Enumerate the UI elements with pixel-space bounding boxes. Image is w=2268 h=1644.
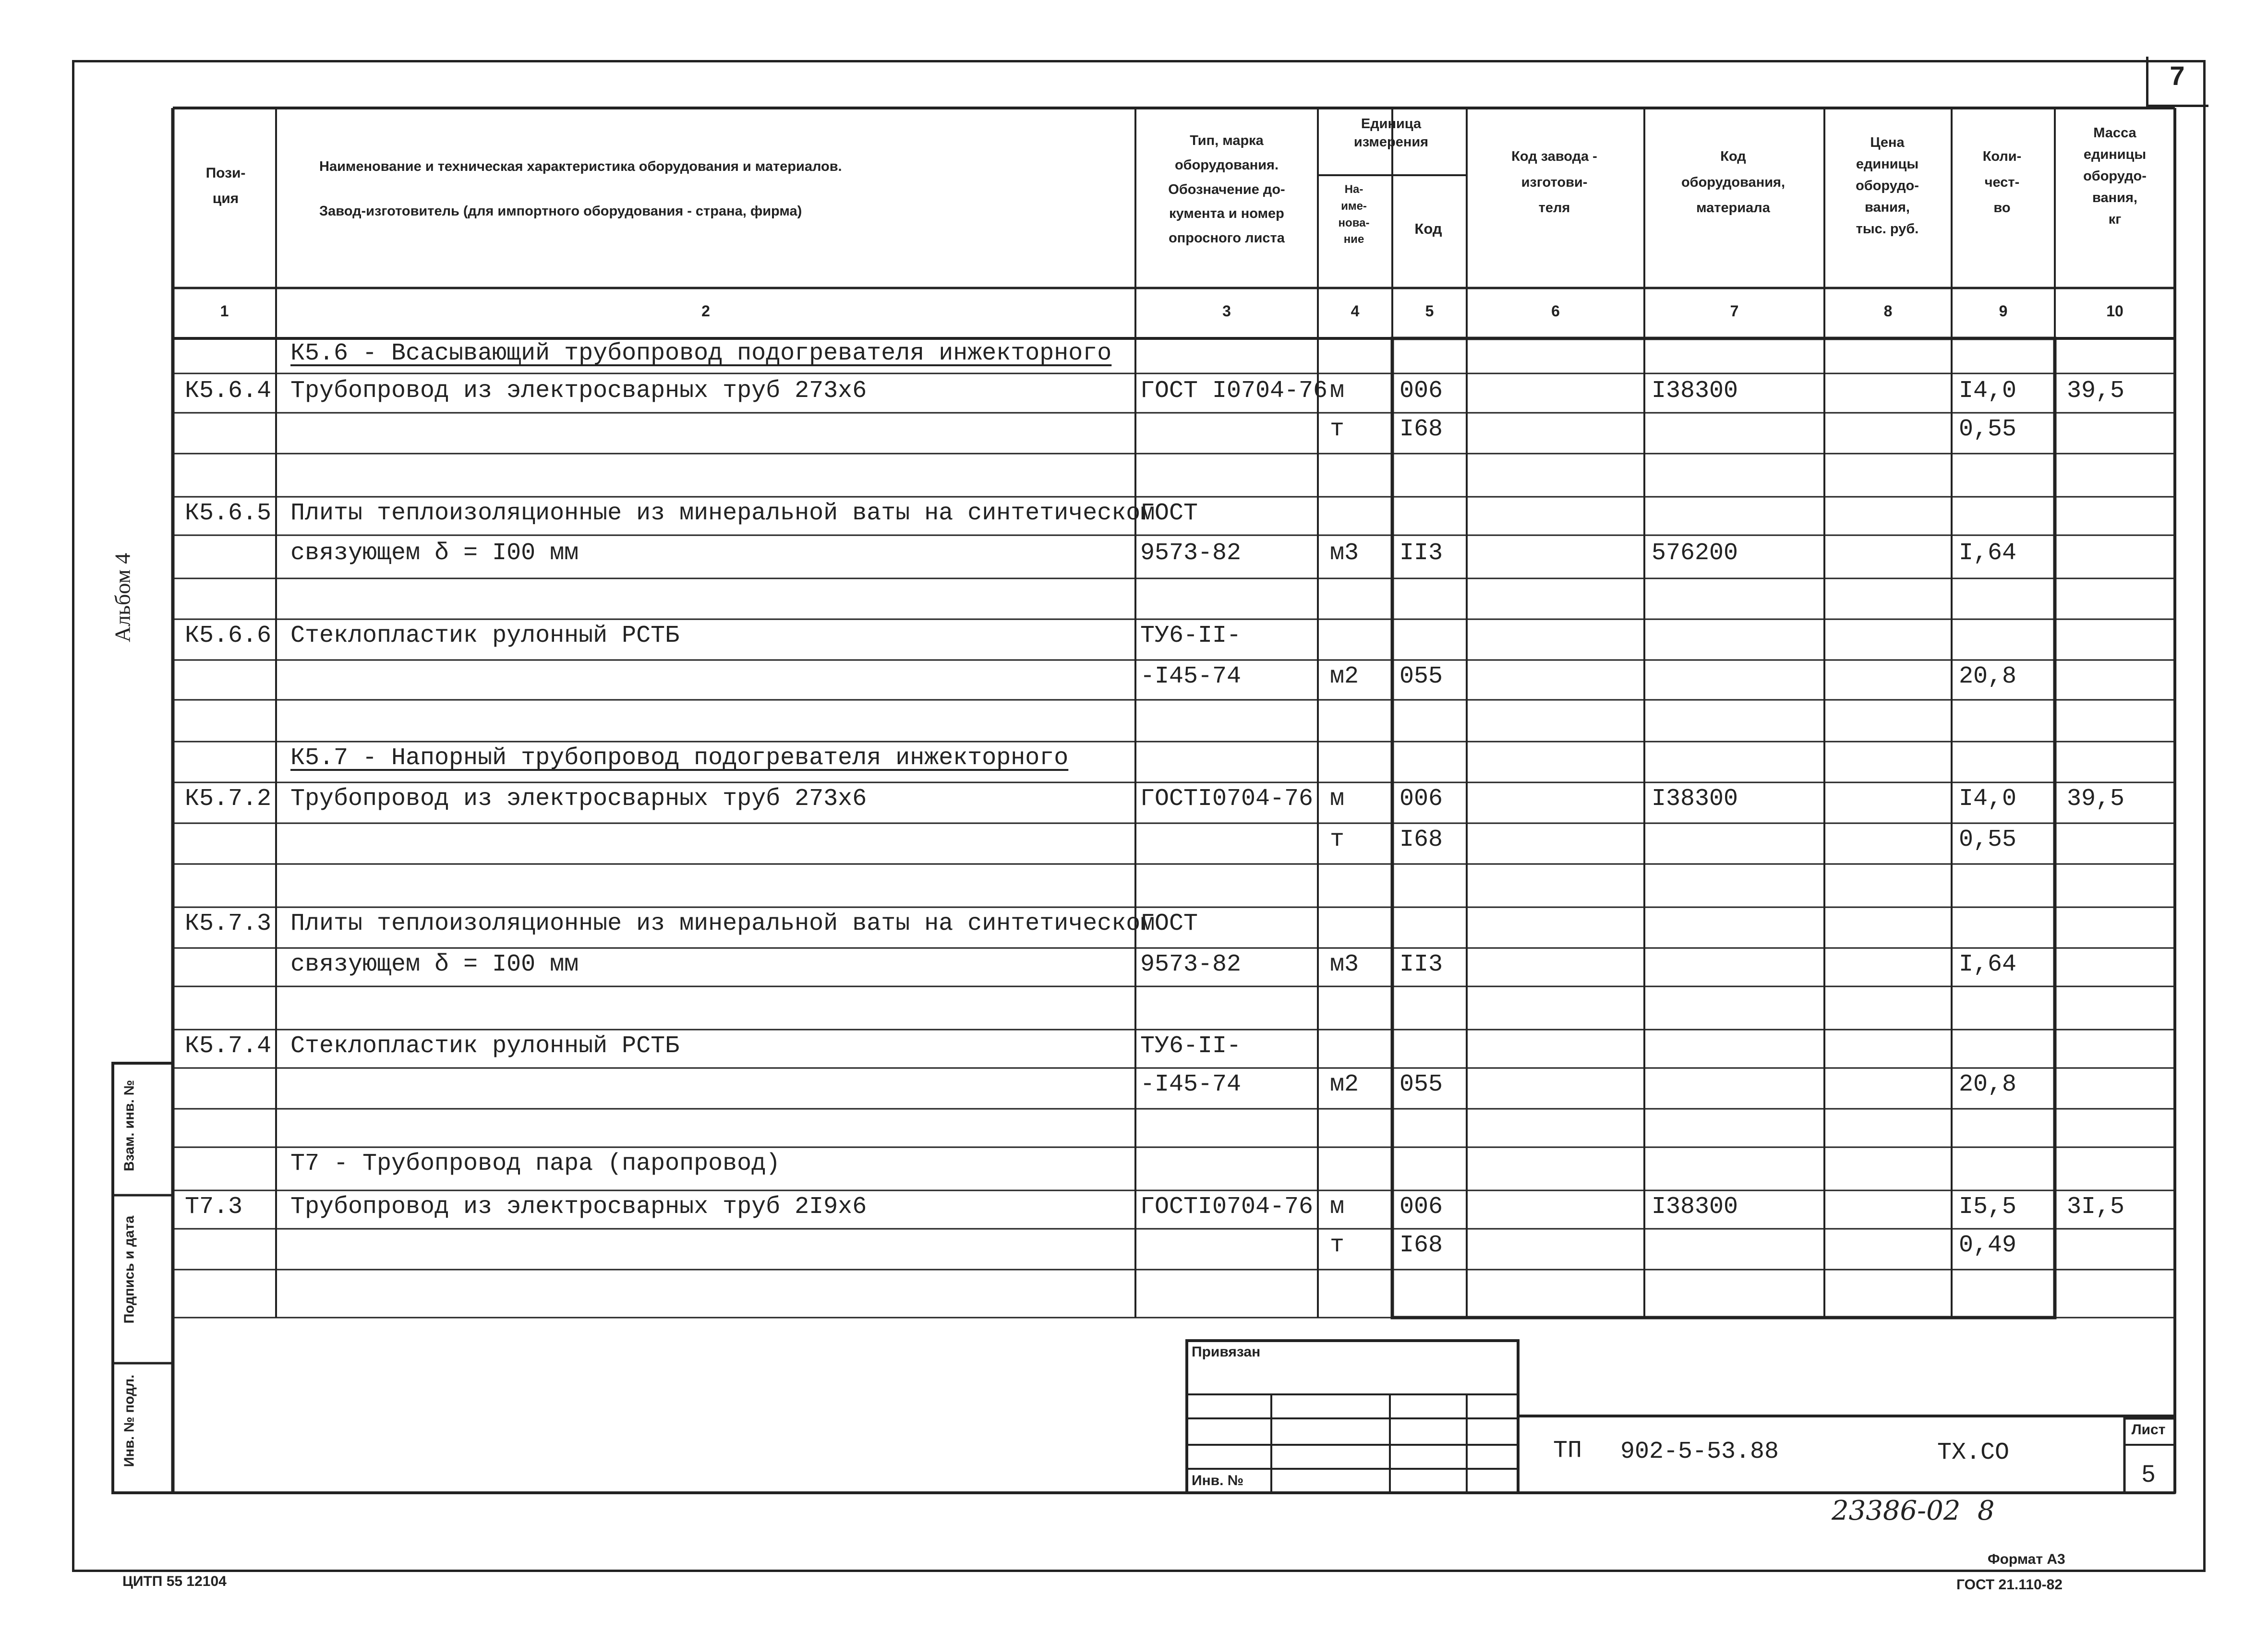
cell-doc: ГОСТI0704-76 xyxy=(1140,1193,1314,1221)
cell-name: Трубопровод из электросварных труб 273х6 xyxy=(290,785,867,813)
cell-qty: I4,0 xyxy=(1959,377,2017,405)
cell-qty: I,64 xyxy=(1959,951,2017,978)
cell-qty: 0,49 xyxy=(1959,1232,2017,1259)
cell-mat: 576200 xyxy=(1652,540,1738,567)
cell-qty: 20,8 xyxy=(1959,663,2017,690)
cell-qty: I4,0 xyxy=(1959,785,2017,813)
header-unit-group: Единица измерения xyxy=(1353,116,1429,150)
cell-code: 055 xyxy=(1399,663,1443,690)
cell-unit: м xyxy=(1330,1193,1345,1221)
cell-unit: м3 xyxy=(1330,951,1359,978)
cell-code: I68 xyxy=(1399,1232,1443,1259)
column-number: 9 xyxy=(1999,302,2008,320)
cell-name: связующем δ = I00 мм xyxy=(290,951,579,978)
column-number: 2 xyxy=(701,302,710,320)
cell-mass: 3I,5 xyxy=(2067,1193,2125,1221)
side-stamp-original-inv: Инв. № подл. xyxy=(121,1374,137,1467)
column-number: 5 xyxy=(1425,302,1434,320)
cell-doc: -I45-74 xyxy=(1140,1071,1242,1098)
header-quantity: Коли- чест- во xyxy=(1982,149,2022,216)
stamp-tp: ТП xyxy=(1553,1437,1582,1464)
cell-pos: К5.6.4 xyxy=(185,377,272,405)
column-number: 1 xyxy=(220,302,229,320)
cell-unit: т xyxy=(1330,826,1345,853)
cell-code: I68 xyxy=(1399,826,1443,853)
cell-mass: 39,5 xyxy=(2067,785,2125,813)
cell-mass: 39,5 xyxy=(2067,377,2125,405)
cell-name: связующем δ = I00 мм xyxy=(290,540,579,567)
header-price: Цена единицы оборудо- вания, тыс. руб. xyxy=(1856,135,1919,237)
cell-code: I68 xyxy=(1399,416,1443,443)
cell-name: Стеклопластик рулонный РСТБ xyxy=(290,622,680,649)
header-mass: Масса единицы оборудо- вания, кг xyxy=(2083,125,2147,227)
cell-name: Плиты теплоизоляционные из минеральной ваты на синтетическом xyxy=(290,500,1155,527)
column-number: 10 xyxy=(2106,302,2123,320)
side-stamp-signature-date: Подпись и дата xyxy=(121,1215,137,1324)
cell-doc: ГОСТ xyxy=(1140,500,1198,527)
cell-code: II3 xyxy=(1399,951,1443,978)
header-unit-code: Код xyxy=(1414,220,1442,237)
cell-qty: 0,55 xyxy=(1959,826,2017,853)
cell-doc: ГОСТ I0704-76 xyxy=(1140,377,1328,405)
cell-doc: ТУ6-II- xyxy=(1140,622,1242,649)
cell-name: Трубопровод из электросварных труб 273х6 xyxy=(290,377,867,405)
cell-name: Т7 - Трубопровод пара (паропровод) xyxy=(290,1150,781,1177)
footer-format: Формат А3 xyxy=(1988,1551,2065,1567)
cell-pos: К5.6.5 xyxy=(185,500,272,527)
column-number: 6 xyxy=(1551,302,1560,320)
cell-unit: м xyxy=(1330,377,1345,405)
cell-code: 006 xyxy=(1399,785,1443,813)
header-material-code: Код оборудования, материала xyxy=(1681,149,1785,216)
side-stamp-replaced-inv: Взам. инв. № xyxy=(121,1080,137,1172)
footer-gost: ГОСТ 21.110-82 xyxy=(1956,1577,2063,1593)
cell-name: Плиты теплоизоляционные из минеральной ваты на синтетическом xyxy=(290,910,1155,937)
page-number: 7 xyxy=(2170,60,2185,91)
header-type: Тип, марка оборудования. Обозначение до- кумента и номер опросного листа xyxy=(1168,133,1285,246)
cell-unit: м xyxy=(1330,785,1345,813)
cell-pos: К5.7.2 xyxy=(185,785,272,813)
cell-unit: м2 xyxy=(1330,663,1359,690)
cell-qty: 0,55 xyxy=(1959,416,2017,443)
cell-unit: т xyxy=(1330,416,1345,443)
cell-pos: К5.7.4 xyxy=(185,1032,272,1060)
cell-doc: 9573-82 xyxy=(1140,951,1242,978)
footer-left: ЦИТП 55 12104 xyxy=(122,1573,227,1589)
cell-doc: ГОСТI0704-76 xyxy=(1140,785,1314,813)
stamp-doc-code: 902-5-53.88 xyxy=(1620,1438,1779,1465)
cell-code: II3 xyxy=(1399,540,1443,567)
handwritten-note: 23386-02 8 xyxy=(1832,1495,1995,1526)
cell-name: Трубопровод из электросварных труб 2I9х6 xyxy=(290,1193,867,1221)
cell-mat: I38300 xyxy=(1652,377,1738,405)
cell-name: К5.7 - Напорный трубопровод подогревателя инжекторного xyxy=(290,744,1069,772)
column-number: 3 xyxy=(1222,302,1231,320)
column-number: 7 xyxy=(1730,302,1739,320)
header-factory-code: Код завода - изготови- теля xyxy=(1511,149,1597,216)
cell-qty: 20,8 xyxy=(1959,1071,2017,1098)
column-number: 8 xyxy=(1883,302,1893,320)
cell-qty: I,64 xyxy=(1959,540,2017,567)
cell-doc: ГОСТ xyxy=(1140,910,1198,937)
column-number: 4 xyxy=(1351,302,1360,320)
cell-doc: ТУ6-II- xyxy=(1140,1032,1242,1060)
stamp-linked-box xyxy=(1187,1341,1518,1493)
cell-name: Стеклопластик рулонный РСТБ xyxy=(290,1032,680,1060)
cell-qty: I5,5 xyxy=(1959,1193,2017,1221)
cell-mat: I38300 xyxy=(1652,785,1738,813)
stamp-inv-label: Инв. № xyxy=(1192,1473,1244,1488)
stamp-sheet-number: 5 xyxy=(2142,1460,2155,1487)
cell-pos: К5.7.3 xyxy=(185,910,272,937)
header-unit-name: На- име- нова- ние xyxy=(1338,183,1370,246)
cell-code: 006 xyxy=(1399,377,1443,405)
cell-code: 006 xyxy=(1399,1193,1443,1221)
header-name-line1: Наименование и техническая характеристика оборудования и материалов. xyxy=(319,159,842,174)
cell-pos: Т7.3 xyxy=(185,1193,243,1221)
stamp-section: ТХ.СО xyxy=(1937,1439,2010,1466)
cell-unit: м3 xyxy=(1330,540,1359,567)
cell-name: К5.6 - Всасывающий трубопровод подогревателя инжекторного xyxy=(290,340,1112,367)
cell-unit: м2 xyxy=(1330,1071,1359,1098)
cell-pos: К5.6.6 xyxy=(185,622,272,649)
cell-doc: -I45-74 xyxy=(1140,663,1242,690)
stamp-sheet-label: Лист xyxy=(2131,1422,2166,1438)
cell-mat: I38300 xyxy=(1652,1193,1738,1221)
cell-code: 055 xyxy=(1399,1071,1443,1098)
album-label: Альбом 4 xyxy=(110,552,135,643)
stamp-linked-label: Привязан xyxy=(1192,1344,1261,1360)
highlight-box xyxy=(1392,338,2055,1318)
cell-unit: т xyxy=(1330,1232,1345,1259)
header-name-line2: Завод-изготовитель (для импортного оборудования - страна, фирма) xyxy=(319,204,802,219)
cell-doc: 9573-82 xyxy=(1140,540,1242,567)
header-position: Пози- ция xyxy=(205,165,246,206)
